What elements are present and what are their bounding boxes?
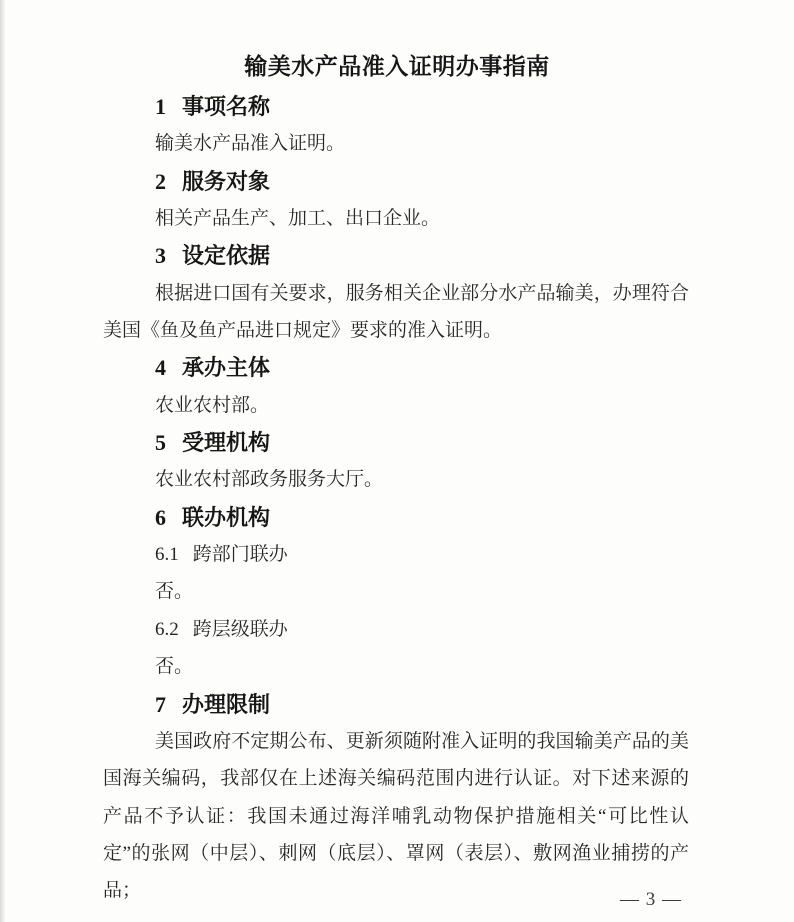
section-label: 服务对象 xyxy=(182,168,271,194)
subsection-number: 6.2 xyxy=(155,618,179,640)
section-number: 6 xyxy=(155,504,166,530)
paragraph: 输美水产品准入证明。 xyxy=(155,133,346,155)
subsection-label: 跨层级联办 xyxy=(192,618,288,640)
section-heading xyxy=(103,499,689,536)
section-number: 4 xyxy=(155,355,166,381)
paragraph: 农业农村部。 xyxy=(155,394,270,416)
section-heading xyxy=(103,88,689,125)
section-heading xyxy=(103,163,689,200)
paragraph: 农业农村部政务服务大厅。 xyxy=(155,469,384,491)
subsection-label: 跨部门联办 xyxy=(192,544,288,566)
subsection-number: 6.1 xyxy=(155,544,179,566)
paragraph: 根据进口国有关要求，服务相关企业部分水产品输美，办理符合美国《鱼及鱼产品进口规定》要求的准入证明。 xyxy=(103,282,689,342)
section-heading xyxy=(103,686,689,723)
section-label: 设定依据 xyxy=(182,243,271,269)
section-heading xyxy=(103,424,689,461)
section-number: 3 xyxy=(155,243,166,269)
page-number: — 3 — xyxy=(620,889,682,910)
subsection-heading xyxy=(103,611,689,648)
paragraph: 美国政府不定期公布、更新须随附准入证明的我国输美产品的美国海关编码，我部仅在上述海关编码范围内进行认证。对下述来源的产品不予认证：我国未通过海洋哺乳动物保护措施相关“可比性认定”的张网（中层）、刺网（底层）、罩网（表层）、敷网渔业捕捞的产品； xyxy=(103,730,689,902)
document-body xyxy=(103,88,689,910)
paragraph: 否。 xyxy=(155,656,194,678)
section-heading xyxy=(103,349,689,386)
paragraph: 否。 xyxy=(155,581,194,603)
document-title: 输美水产品准入证明办事指南 xyxy=(244,53,550,80)
paragraph: 相关产品生产、加工、出口企业。 xyxy=(155,208,441,230)
section-number: 7 xyxy=(155,691,166,717)
section-label: 受理机构 xyxy=(182,430,271,456)
section-number: 1 xyxy=(155,94,166,119)
section-number: 5 xyxy=(155,430,166,456)
section-label: 联办机构 xyxy=(182,504,271,530)
section-number: 2 xyxy=(155,168,166,194)
section-label: 事项名称 xyxy=(182,94,271,119)
scan-edge-shading xyxy=(0,0,6,922)
section-label: 承办主体 xyxy=(182,355,271,381)
section-heading xyxy=(103,237,689,274)
subsection-heading xyxy=(103,536,689,573)
section-label: 办理限制 xyxy=(182,691,271,717)
